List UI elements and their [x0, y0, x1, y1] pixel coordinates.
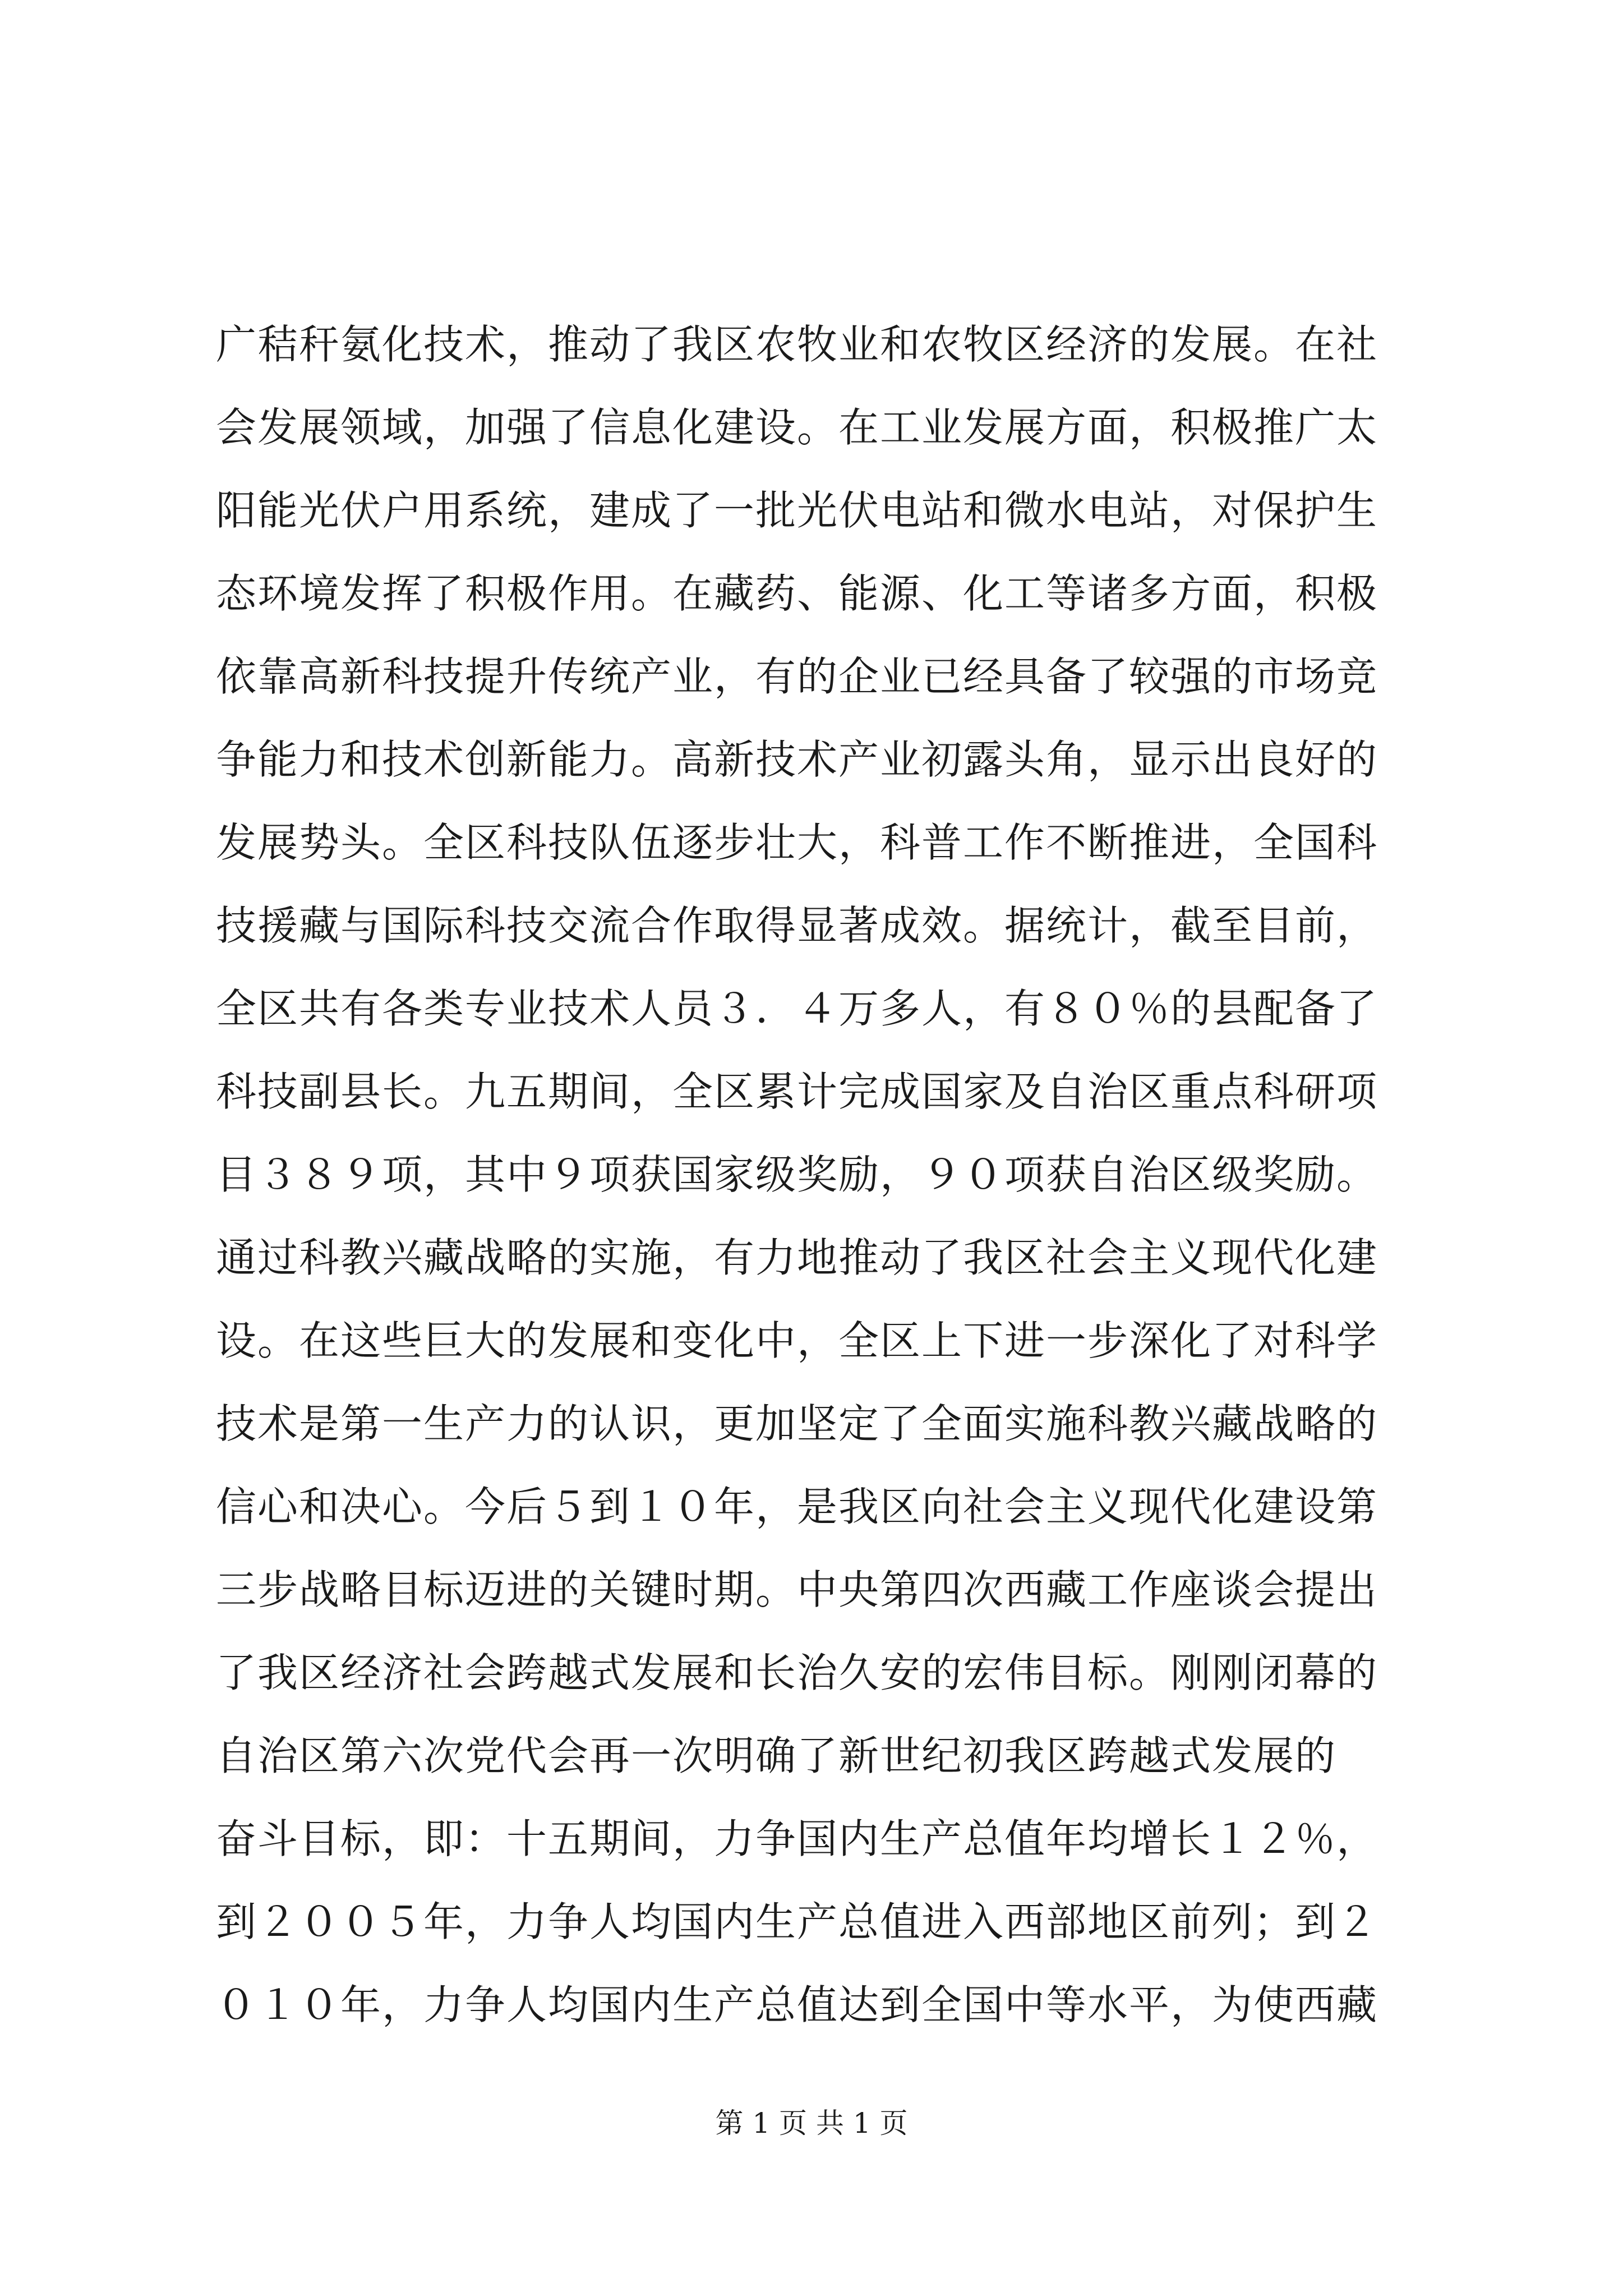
text-line: 信心和决心。今后５到１０年，是我区向社会主义现代化建设第: [216, 1483, 1378, 1530]
text-line: 阳能光伏户用系统，建成了一批光伏电站和微水电站，对保护生: [216, 487, 1378, 534]
text-line: 科技副县长。九五期间，全区累计完成国家及自治区重点科研项: [216, 1068, 1378, 1115]
text-line: 争能力和技术创新能力。高新技术产业初露头角，显示出良好的: [216, 736, 1378, 783]
text-line: 通过科教兴藏战略的实施，有力地推动了我区社会主义现代化建: [216, 1234, 1378, 1281]
text-line: 到２００５年，力争人均国内生产总值进入西部地区前列；到２: [216, 1898, 1378, 1945]
text-line: 自治区第六次党代会再一次明确了新世纪初我区跨越式发展的: [216, 1732, 1337, 1779]
text-line: 依靠高新科技提升传统产业，有的企业已经具备了较强的市场竞: [216, 653, 1378, 700]
text-line: 态环境发挥了积极作用。在藏药、能源、化工等诸多方面，积极: [216, 570, 1378, 617]
text-line: 会发展领域，加强了信息化建设。在工业发展方面，积极推广太: [216, 404, 1378, 451]
text-line: 奋斗目标，即：十五期间，力争国内生产总值年均增长１２％，: [216, 1815, 1378, 1862]
text-line: 技术是第一生产力的认识，更加坚定了全面实施科教兴藏战略的: [216, 1400, 1378, 1447]
text-line: 目３８９项，其中９项获国家级奖励，９０项获自治区级奖励。: [216, 1151, 1378, 1198]
text-line: ０１０年，力争人均国内生产总值达到全国中等水平，为使西藏: [216, 1981, 1378, 2028]
text-line: 了我区经济社会跨越式发展和长治久安的宏伟目标。刚刚闭幕的: [216, 1649, 1378, 1696]
text-line: 技援藏与国际科技交流合作取得显著成效。据统计，截至目前，: [216, 902, 1378, 949]
text-line: 三步战略目标迈进的关键时期。中央第四次西藏工作座谈会提出: [216, 1566, 1378, 1613]
text-line: 设。在这些巨大的发展和变化中，全区上下进一步深化了对科学: [216, 1317, 1378, 1364]
text-line: 广秸秆氨化技术，推动了我区农牧业和农牧区经济的发展。在社: [216, 321, 1378, 368]
text-line: 发展势头。全区科技队伍逐步壮大，科普工作不断推进，全国科: [216, 819, 1378, 866]
page-number-footer: 第 1 页 共 1 页: [715, 2107, 908, 2139]
body-paragraph: [216, 303, 1427, 2046]
text-line: 全区共有各类专业技术人员３．４万多人，有８０％的县配备了: [216, 985, 1378, 1032]
